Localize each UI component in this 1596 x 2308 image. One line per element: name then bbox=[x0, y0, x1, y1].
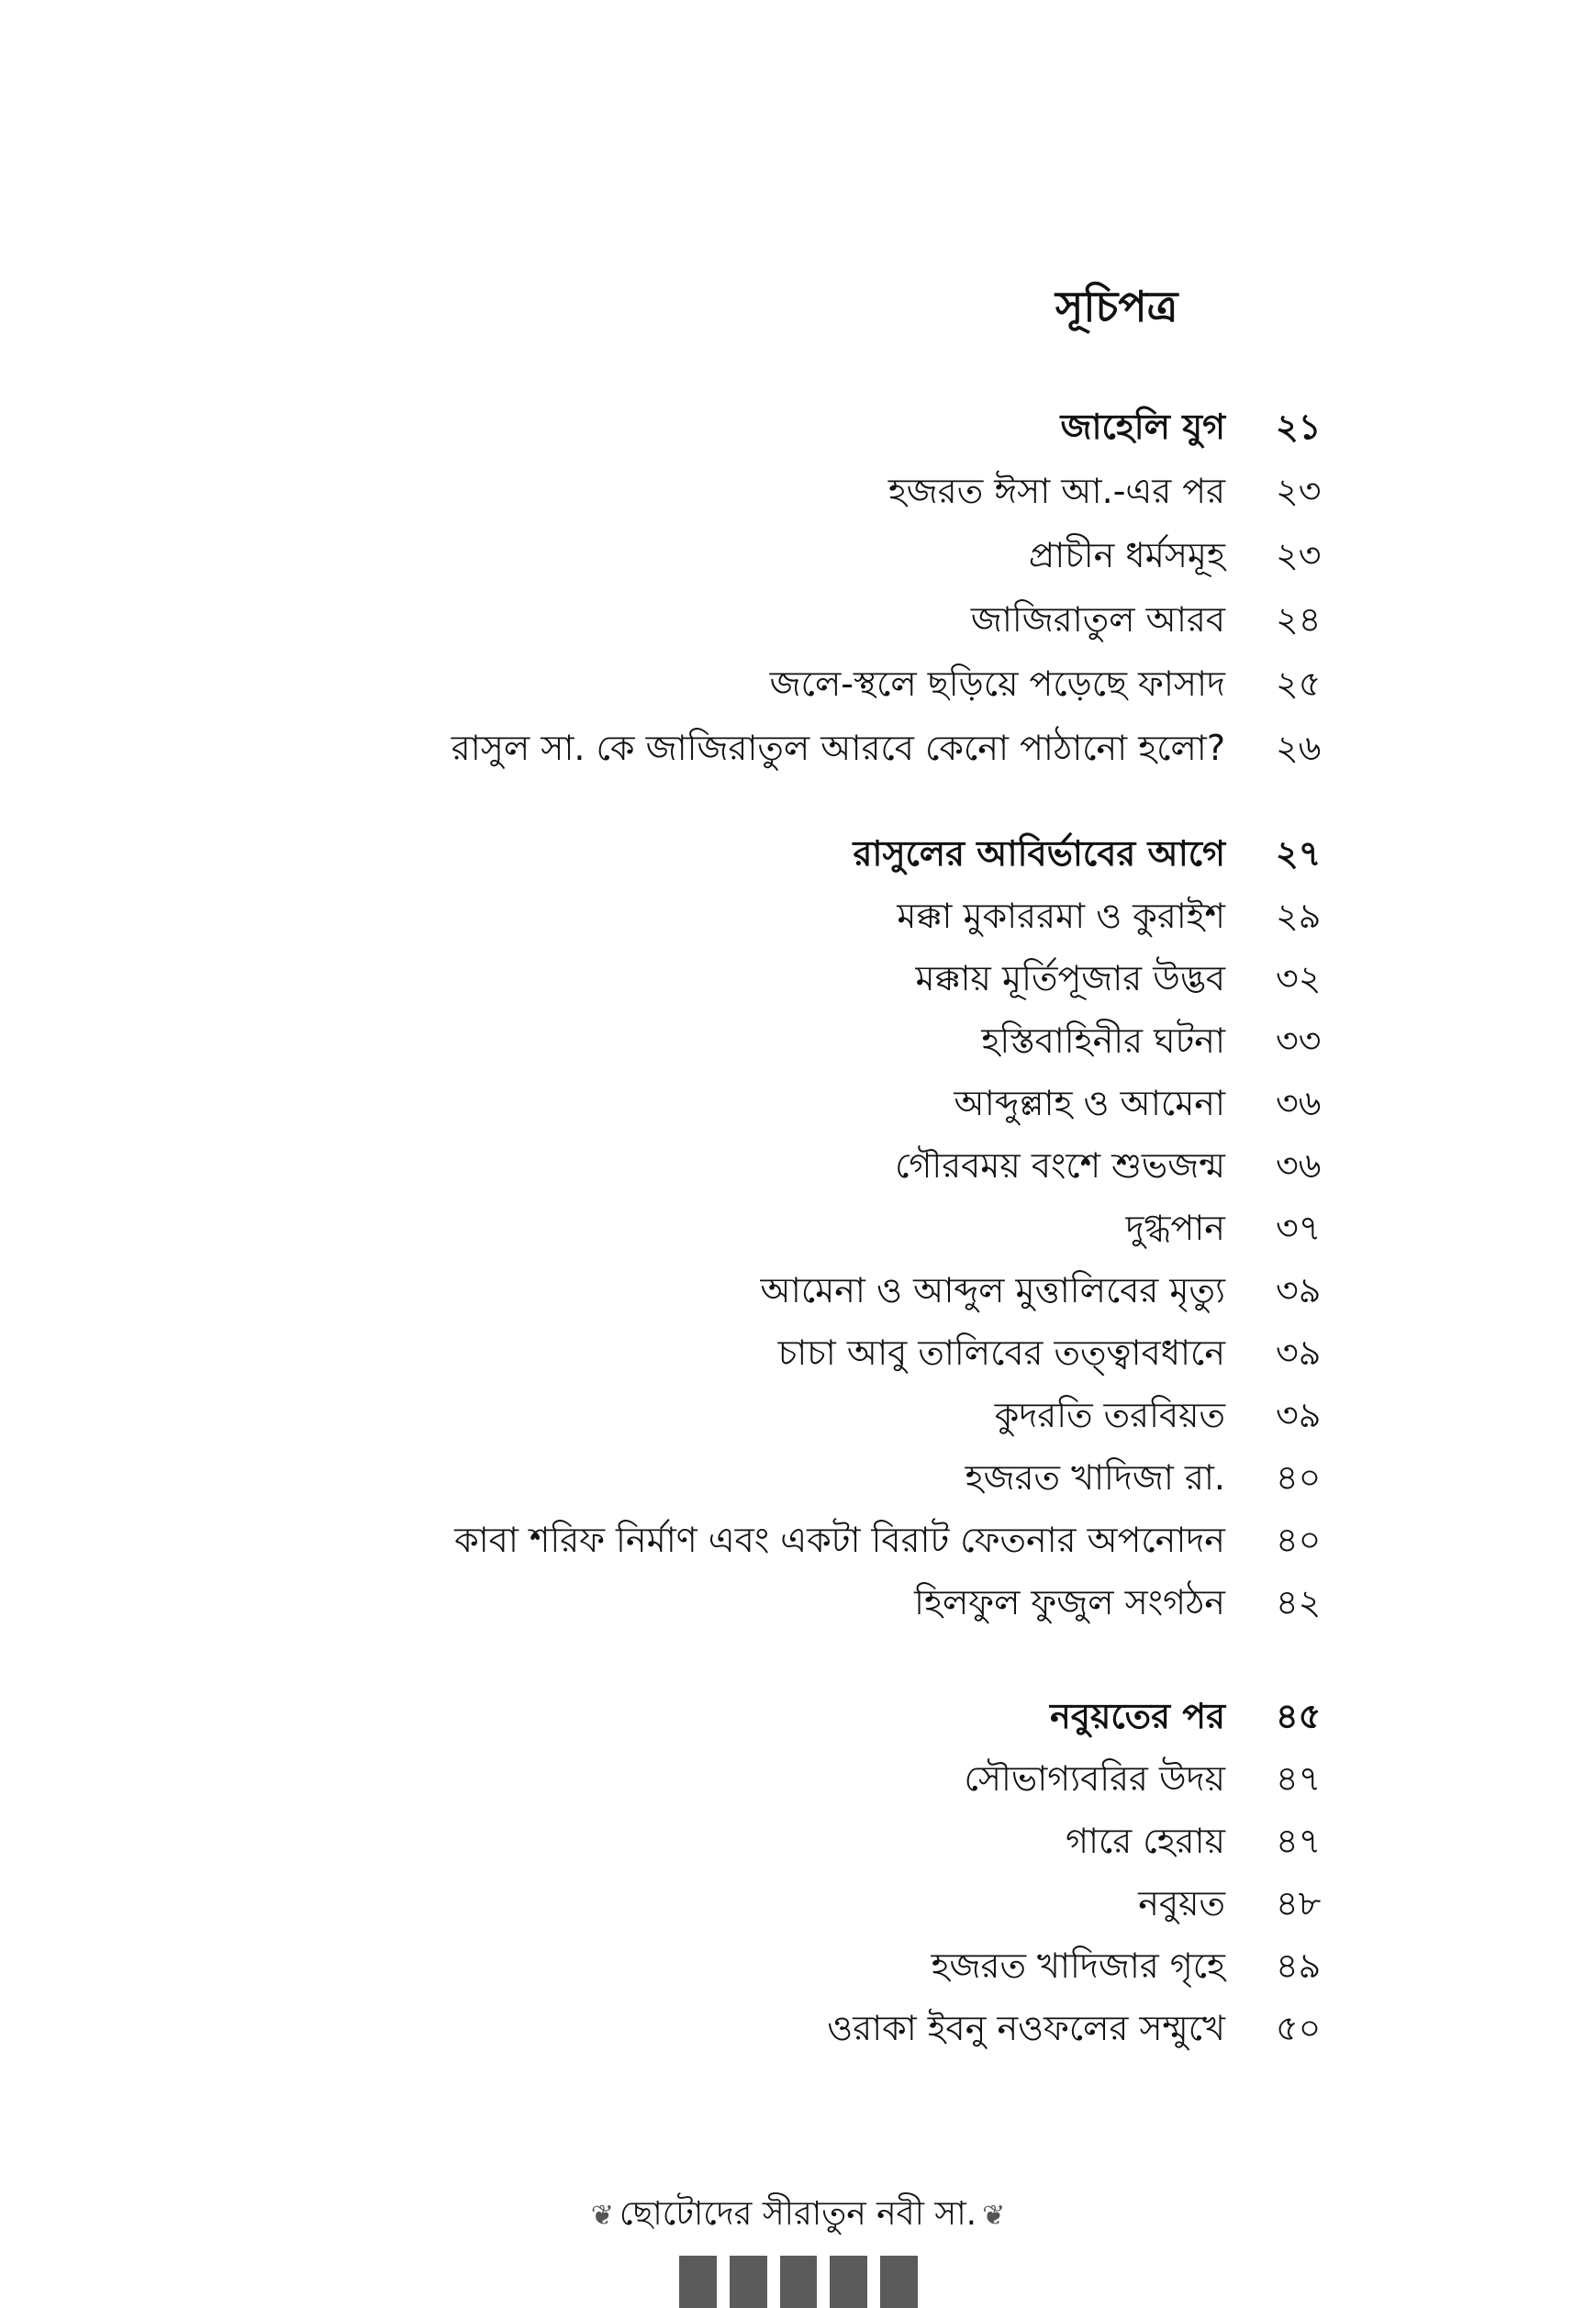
toc-entry-page: ২৬ bbox=[1276, 728, 1322, 768]
toc-entry[interactable] bbox=[0, 1388, 1596, 1443]
toc-entry-page: ৩৭ bbox=[1276, 1208, 1322, 1248]
toc-entry-title: নবুয়তের পর bbox=[1050, 1696, 1225, 1736]
toc-entry-title: গারে হেরায় bbox=[1066, 1821, 1225, 1861]
toc-entry[interactable] bbox=[0, 720, 1596, 775]
toc-entry[interactable] bbox=[0, 1013, 1596, 1068]
toc-entry-page: ৩৬ bbox=[1276, 1083, 1322, 1123]
toc-entry-title: জাহেলি যুগ bbox=[1060, 407, 1225, 447]
toc-entry[interactable] bbox=[0, 951, 1596, 1006]
toc-entry-title: নবুয়ত bbox=[1138, 1883, 1225, 1923]
toc-entry-title: হজরত খাদিজার গৃহে bbox=[931, 1946, 1225, 1986]
decorative-bars bbox=[679, 2256, 918, 2308]
toc-entry[interactable] bbox=[0, 1575, 1596, 1630]
toc-entry[interactable] bbox=[0, 1138, 1596, 1193]
bar-block bbox=[679, 2256, 717, 2308]
toc-entry-title: হস্তিবাহিনীর ঘটনা bbox=[981, 1020, 1225, 1061]
toc-entry-title: রাসুল সা. কে জাজিরাতুল আরবে কেনো পাঠানো হলো? bbox=[451, 728, 1225, 768]
toc-entry[interactable] bbox=[0, 1751, 1596, 1806]
toc-section-heading[interactable] bbox=[0, 399, 1596, 454]
toc-entry-page: ২৭ bbox=[1276, 833, 1322, 874]
ornament-icon: ❦ bbox=[590, 2200, 614, 2232]
toc-entry-title: রাসুলের আবির্ভাবের আগে bbox=[853, 833, 1225, 874]
toc-entry-title: মক্কায় মূর্তিপূজার উদ্ভব bbox=[915, 958, 1225, 998]
toc-section-heading[interactable] bbox=[0, 826, 1596, 881]
toc-entry-page: ৪০ bbox=[1276, 1520, 1322, 1560]
toc-entry-title: জাজিরাতুল আরব bbox=[970, 599, 1225, 640]
toc-entry-title: চাচা আবু তালিবের তত্ত্বাবধানে bbox=[777, 1332, 1225, 1373]
toc-entry-title: কুদরতি তরবিয়ত bbox=[994, 1395, 1225, 1435]
toc-entry[interactable] bbox=[0, 888, 1596, 943]
toc-section-heading[interactable] bbox=[0, 1689, 1596, 1744]
bar-block bbox=[830, 2256, 867, 2308]
toc-entry[interactable] bbox=[0, 1876, 1596, 1931]
toc-entry[interactable] bbox=[0, 2001, 1596, 2056]
toc-entry-page: ২৪ bbox=[1276, 599, 1322, 640]
toc-entry-page: ৩২ bbox=[1276, 958, 1322, 998]
toc-entry-title: কাবা শরিফ নির্মাণ এবং একটা বিরাট ফেতনার অপনোদন bbox=[454, 1520, 1225, 1560]
bar-block bbox=[780, 2256, 818, 2308]
toc-entry-page: ৩৯ bbox=[1276, 1332, 1322, 1373]
toc-entry-page: ৪৭ bbox=[1276, 1758, 1322, 1799]
toc-entry[interactable] bbox=[0, 592, 1596, 647]
footer-book-title: ছোটোদের সীরাতুন নবী সা. bbox=[619, 2195, 977, 2233]
toc-entry-page: ৪৭ bbox=[1276, 1821, 1322, 1861]
toc-entry[interactable] bbox=[0, 528, 1596, 583]
toc-entry-title: প্রাচীন ধর্মসমূহ bbox=[1028, 535, 1225, 575]
toc-entry[interactable] bbox=[0, 1938, 1596, 1993]
toc-entry-title: আব্দুল্লাহ ও আমেনা bbox=[954, 1083, 1225, 1123]
toc-entry-page: ২৩ bbox=[1276, 535, 1322, 575]
toc-entry-page: ৩৬ bbox=[1276, 1145, 1322, 1186]
toc-entry-title: দুগ্ধপান bbox=[1125, 1208, 1225, 1248]
toc-entry[interactable] bbox=[0, 1325, 1596, 1380]
page-title: সূচিপত্র bbox=[1055, 282, 1178, 331]
toc-entry-title: জলে-স্থলে ছড়িয়ে পড়েছে ফাসাদ bbox=[769, 663, 1225, 704]
toc-entry[interactable] bbox=[0, 463, 1596, 518]
toc-entry-page: ৪০ bbox=[1276, 1457, 1322, 1498]
toc-entry-title: আমেনা ও আব্দুল মুত্তালিবের মৃত্যু bbox=[760, 1270, 1225, 1310]
toc-entry-page: ২১ bbox=[1276, 407, 1322, 447]
toc-entry[interactable] bbox=[0, 1512, 1596, 1567]
toc-entry-title: মক্কা মুকাররমা ও কুরাইশ bbox=[897, 896, 1225, 936]
toc-entry[interactable] bbox=[0, 1263, 1596, 1318]
toc-entry-page: ৩৩ bbox=[1276, 1020, 1322, 1061]
toc-entry-page: ৩৯ bbox=[1276, 1395, 1322, 1435]
toc-entry-title: হিলফুল ফুজুল সংগঠন bbox=[914, 1582, 1225, 1622]
toc-entry-title: সৌভাগ্যবরির উদয় bbox=[964, 1758, 1225, 1799]
toc-entry-title: হজরত ঈসা আ.-এর পর bbox=[887, 471, 1225, 511]
toc-entry[interactable] bbox=[0, 1200, 1596, 1255]
toc-entry-title: গৌরবময় বংশে শুভজন্ম bbox=[895, 1145, 1225, 1186]
toc-entry[interactable] bbox=[0, 1076, 1596, 1131]
bar-block bbox=[880, 2256, 918, 2308]
toc-entry-title: ওরাকা ইবনু নওফলের সম্মুখে bbox=[827, 2008, 1225, 2048]
running-footer bbox=[0, 2189, 1596, 2244]
toc-entry-page: ২৫ bbox=[1276, 663, 1322, 704]
toc-entry-page: ২৯ bbox=[1276, 896, 1322, 936]
toc-entry-title: হজরত খাদিজা রা. bbox=[965, 1457, 1225, 1498]
toc-entry-page: ২৩ bbox=[1276, 471, 1322, 511]
toc-entry-page: ৩৯ bbox=[1276, 1270, 1322, 1310]
toc-entry-page: ৫০ bbox=[1276, 2008, 1322, 2048]
ornament-icon: ❦ bbox=[982, 2200, 1006, 2232]
bar-block bbox=[730, 2256, 767, 2308]
toc-entry-page: ৪২ bbox=[1276, 1582, 1322, 1622]
toc-entry-page: ৪৫ bbox=[1276, 1696, 1322, 1736]
toc-entry[interactable] bbox=[0, 1450, 1596, 1505]
toc-entry-page: ৪৮ bbox=[1276, 1883, 1322, 1923]
toc-entry[interactable] bbox=[0, 656, 1596, 711]
toc-entry-page: ৪৯ bbox=[1276, 1946, 1322, 1986]
toc-entry[interactable] bbox=[0, 1813, 1596, 1868]
